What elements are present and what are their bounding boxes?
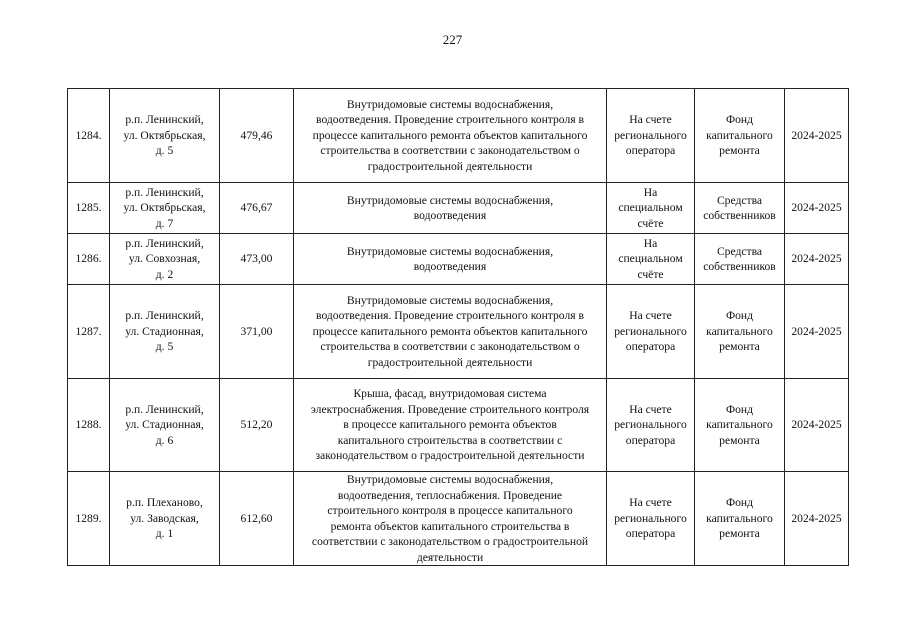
period-cell: 2024-2025	[785, 89, 849, 183]
works-cell	[294, 472, 607, 566]
works-cell-line: капитального строительства в соответствии с	[337, 433, 563, 447]
address-cell	[110, 285, 220, 379]
account-cell-line: На	[643, 236, 658, 250]
address-cell-line: д. 5	[155, 340, 174, 354]
works-cell-line: Крыша, фасад, внутридомовая система	[353, 387, 547, 401]
period-cell: 2024-2025	[785, 234, 849, 285]
address-cell-line: ул. Совхозная,	[128, 252, 201, 266]
address-cell	[110, 183, 220, 234]
period-cell: 2024-2025	[785, 472, 849, 566]
works-cell-line: водоотведения. Проведение строительного контроля в	[316, 113, 584, 127]
account-cell-line: На	[643, 185, 658, 199]
works-cell-line: строительства в соответствии с законодательством о	[320, 340, 580, 354]
account-cell-line: счёте	[637, 267, 664, 281]
funding-source-cell-line: Фонд	[725, 496, 754, 510]
account-cell	[607, 285, 695, 379]
address-cell-line: р.п. Ленинский,	[125, 185, 204, 199]
address-cell-line: д. 7	[155, 216, 174, 230]
row-number: 1286.	[68, 234, 110, 285]
works-cell-line: строительства в соответствии с законодательством о	[320, 144, 580, 158]
works-cell-line: Внутридомовые системы водоснабжения,	[346, 293, 554, 307]
account-cell-line: специальном	[618, 252, 683, 266]
area-cell: 476,67	[220, 183, 294, 234]
funding-source-cell	[695, 379, 785, 472]
account-cell	[607, 472, 695, 566]
account-cell-line: оператора	[625, 433, 676, 447]
works-cell-line: соответствии с законодательством о градостроительной	[311, 535, 589, 548]
account-cell-line: регионального	[614, 128, 687, 142]
funding-source-cell-line: Средства	[716, 244, 763, 258]
address-cell-line: д. 2	[155, 267, 174, 281]
table-row	[68, 89, 849, 183]
funding-source-cell-line: ремонта	[719, 340, 760, 354]
works-cell-line: Внутридомовые системы водоснабжения,	[346, 244, 554, 258]
funding-source-cell-line: Средства	[716, 193, 763, 207]
table-row	[68, 379, 849, 472]
funding-source-cell	[695, 472, 785, 566]
funding-source-cell-line: капитального	[706, 324, 773, 338]
works-cell-line: законодательством о градостроительной деятельности	[315, 449, 585, 463]
address-cell-line: р.п. Плеханово,	[126, 496, 203, 510]
account-cell-line: оператора	[625, 340, 676, 354]
period-cell: 2024-2025	[785, 183, 849, 234]
page-number: 227	[442, 32, 463, 47]
works-cell	[294, 285, 607, 379]
works-cell-line: Внутридомовые системы водоснабжения,	[346, 97, 554, 111]
account-cell-line: регионального	[614, 324, 687, 338]
area-cell: 512,20	[220, 379, 294, 472]
address-cell	[110, 234, 220, 285]
account-cell-line: специальном	[618, 201, 683, 215]
funding-source-cell-line: собственников	[703, 209, 776, 222]
works-cell-line: ремонта объектов капитального строительства в	[330, 519, 570, 533]
capital-repair-table	[67, 88, 849, 566]
works-cell-line: процессе капитального ремонта объектов капитального	[312, 128, 588, 142]
account-cell	[607, 89, 695, 183]
works-cell	[294, 234, 607, 285]
account-cell-line: регионального	[614, 418, 687, 432]
works-cell-line: водоотведения	[413, 209, 487, 222]
funding-source-cell-line: капитального	[706, 128, 773, 142]
works-cell-line: градостроительной деятельности	[367, 355, 533, 369]
account-cell	[607, 379, 695, 472]
address-cell-line: р.п. Ленинский,	[125, 309, 204, 323]
account-cell-line: счёте	[637, 216, 664, 230]
account-cell	[607, 183, 695, 234]
funding-source-cell-line: Фонд	[725, 309, 754, 323]
address-cell	[110, 89, 220, 183]
area-cell: 612,60	[220, 472, 294, 566]
works-cell-line: в процессе капитального ремонта объектов	[343, 418, 557, 432]
works-cell-line: электроснабжения. Проведение строительного контроля	[310, 402, 590, 416]
address-cell-line: ул. Октябрьская,	[123, 128, 206, 142]
address-cell-line: д. 5	[155, 144, 174, 158]
row-number: 1284.	[68, 89, 110, 183]
row-number: 1289.	[68, 472, 110, 566]
account-cell-line: регионального	[614, 511, 687, 525]
works-cell-line: строительного контроля в процессе капитального	[327, 504, 573, 517]
address-cell-line: р.п. Ленинский,	[125, 402, 204, 416]
area-cell: 479,46	[220, 89, 294, 183]
period-cell: 2024-2025	[785, 285, 849, 379]
address-cell-line: д. 6	[155, 433, 174, 447]
funding-source-cell-line: капитального	[706, 511, 773, 525]
account-cell-line: оператора	[625, 527, 676, 541]
account-cell-line: оператора	[625, 144, 676, 158]
funding-source-cell	[695, 183, 785, 234]
funding-source-cell-line: ремонта	[719, 144, 760, 158]
address-cell-line: ул. Стадионная,	[125, 418, 204, 432]
funding-source-cell	[695, 234, 785, 285]
works-cell-line: Внутридомовые системы водоснабжения,	[346, 193, 554, 207]
area-cell: 473,00	[220, 234, 294, 285]
table-row	[68, 285, 849, 379]
works-cell-line: водоотведения	[413, 260, 487, 273]
address-cell-line: ул. Октябрьская,	[123, 201, 206, 215]
works-cell	[294, 379, 607, 472]
table-body	[68, 89, 849, 566]
address-cell	[110, 472, 220, 566]
works-cell-line: процессе капитального ремонта объектов капитального	[312, 324, 588, 338]
funding-source-cell-line: Фонд	[725, 113, 754, 127]
funding-source-cell	[695, 89, 785, 183]
works-cell-line: водоотведения. Проведение строительного контроля в	[316, 309, 584, 323]
works-cell-line: Внутридомовые системы водоснабжения,	[346, 473, 554, 486]
works-cell	[294, 183, 607, 234]
works-cell-line: деятельности	[416, 550, 484, 564]
funding-source-cell-line: капитального	[706, 418, 773, 432]
table-row	[68, 472, 849, 566]
funding-source-cell-line: ремонта	[719, 433, 760, 447]
table-row	[68, 183, 849, 234]
period-cell: 2024-2025	[785, 379, 849, 472]
row-number: 1288.	[68, 379, 110, 472]
row-number: 1287.	[68, 285, 110, 379]
area-cell: 371,00	[220, 285, 294, 379]
account-cell-line: На счете	[629, 309, 672, 323]
row-number: 1285.	[68, 183, 110, 234]
address-cell-line: ул. Заводская,	[130, 511, 199, 525]
account-cell-line: На счете	[629, 113, 672, 127]
address-cell	[110, 379, 220, 472]
works-cell-line: водоотведения, теплоснабжения. Проведение	[337, 488, 563, 502]
account-cell-line: На счете	[629, 402, 672, 416]
table-row	[68, 234, 849, 285]
funding-source-cell-line: Фонд	[725, 402, 754, 416]
address-cell-line: ул. Стадионная,	[125, 324, 204, 338]
works-cell-line: градостроительной деятельности	[367, 159, 533, 173]
works-cell	[294, 89, 607, 183]
account-cell-line: На счете	[629, 496, 672, 510]
funding-source-cell	[695, 285, 785, 379]
account-cell	[607, 234, 695, 285]
funding-source-cell-line: собственников	[703, 260, 776, 273]
address-cell-line: р.п. Ленинский,	[125, 113, 204, 127]
address-cell-line: р.п. Ленинский,	[125, 236, 204, 250]
funding-source-cell-line: ремонта	[719, 527, 760, 541]
address-cell-line: д. 1	[155, 527, 174, 541]
